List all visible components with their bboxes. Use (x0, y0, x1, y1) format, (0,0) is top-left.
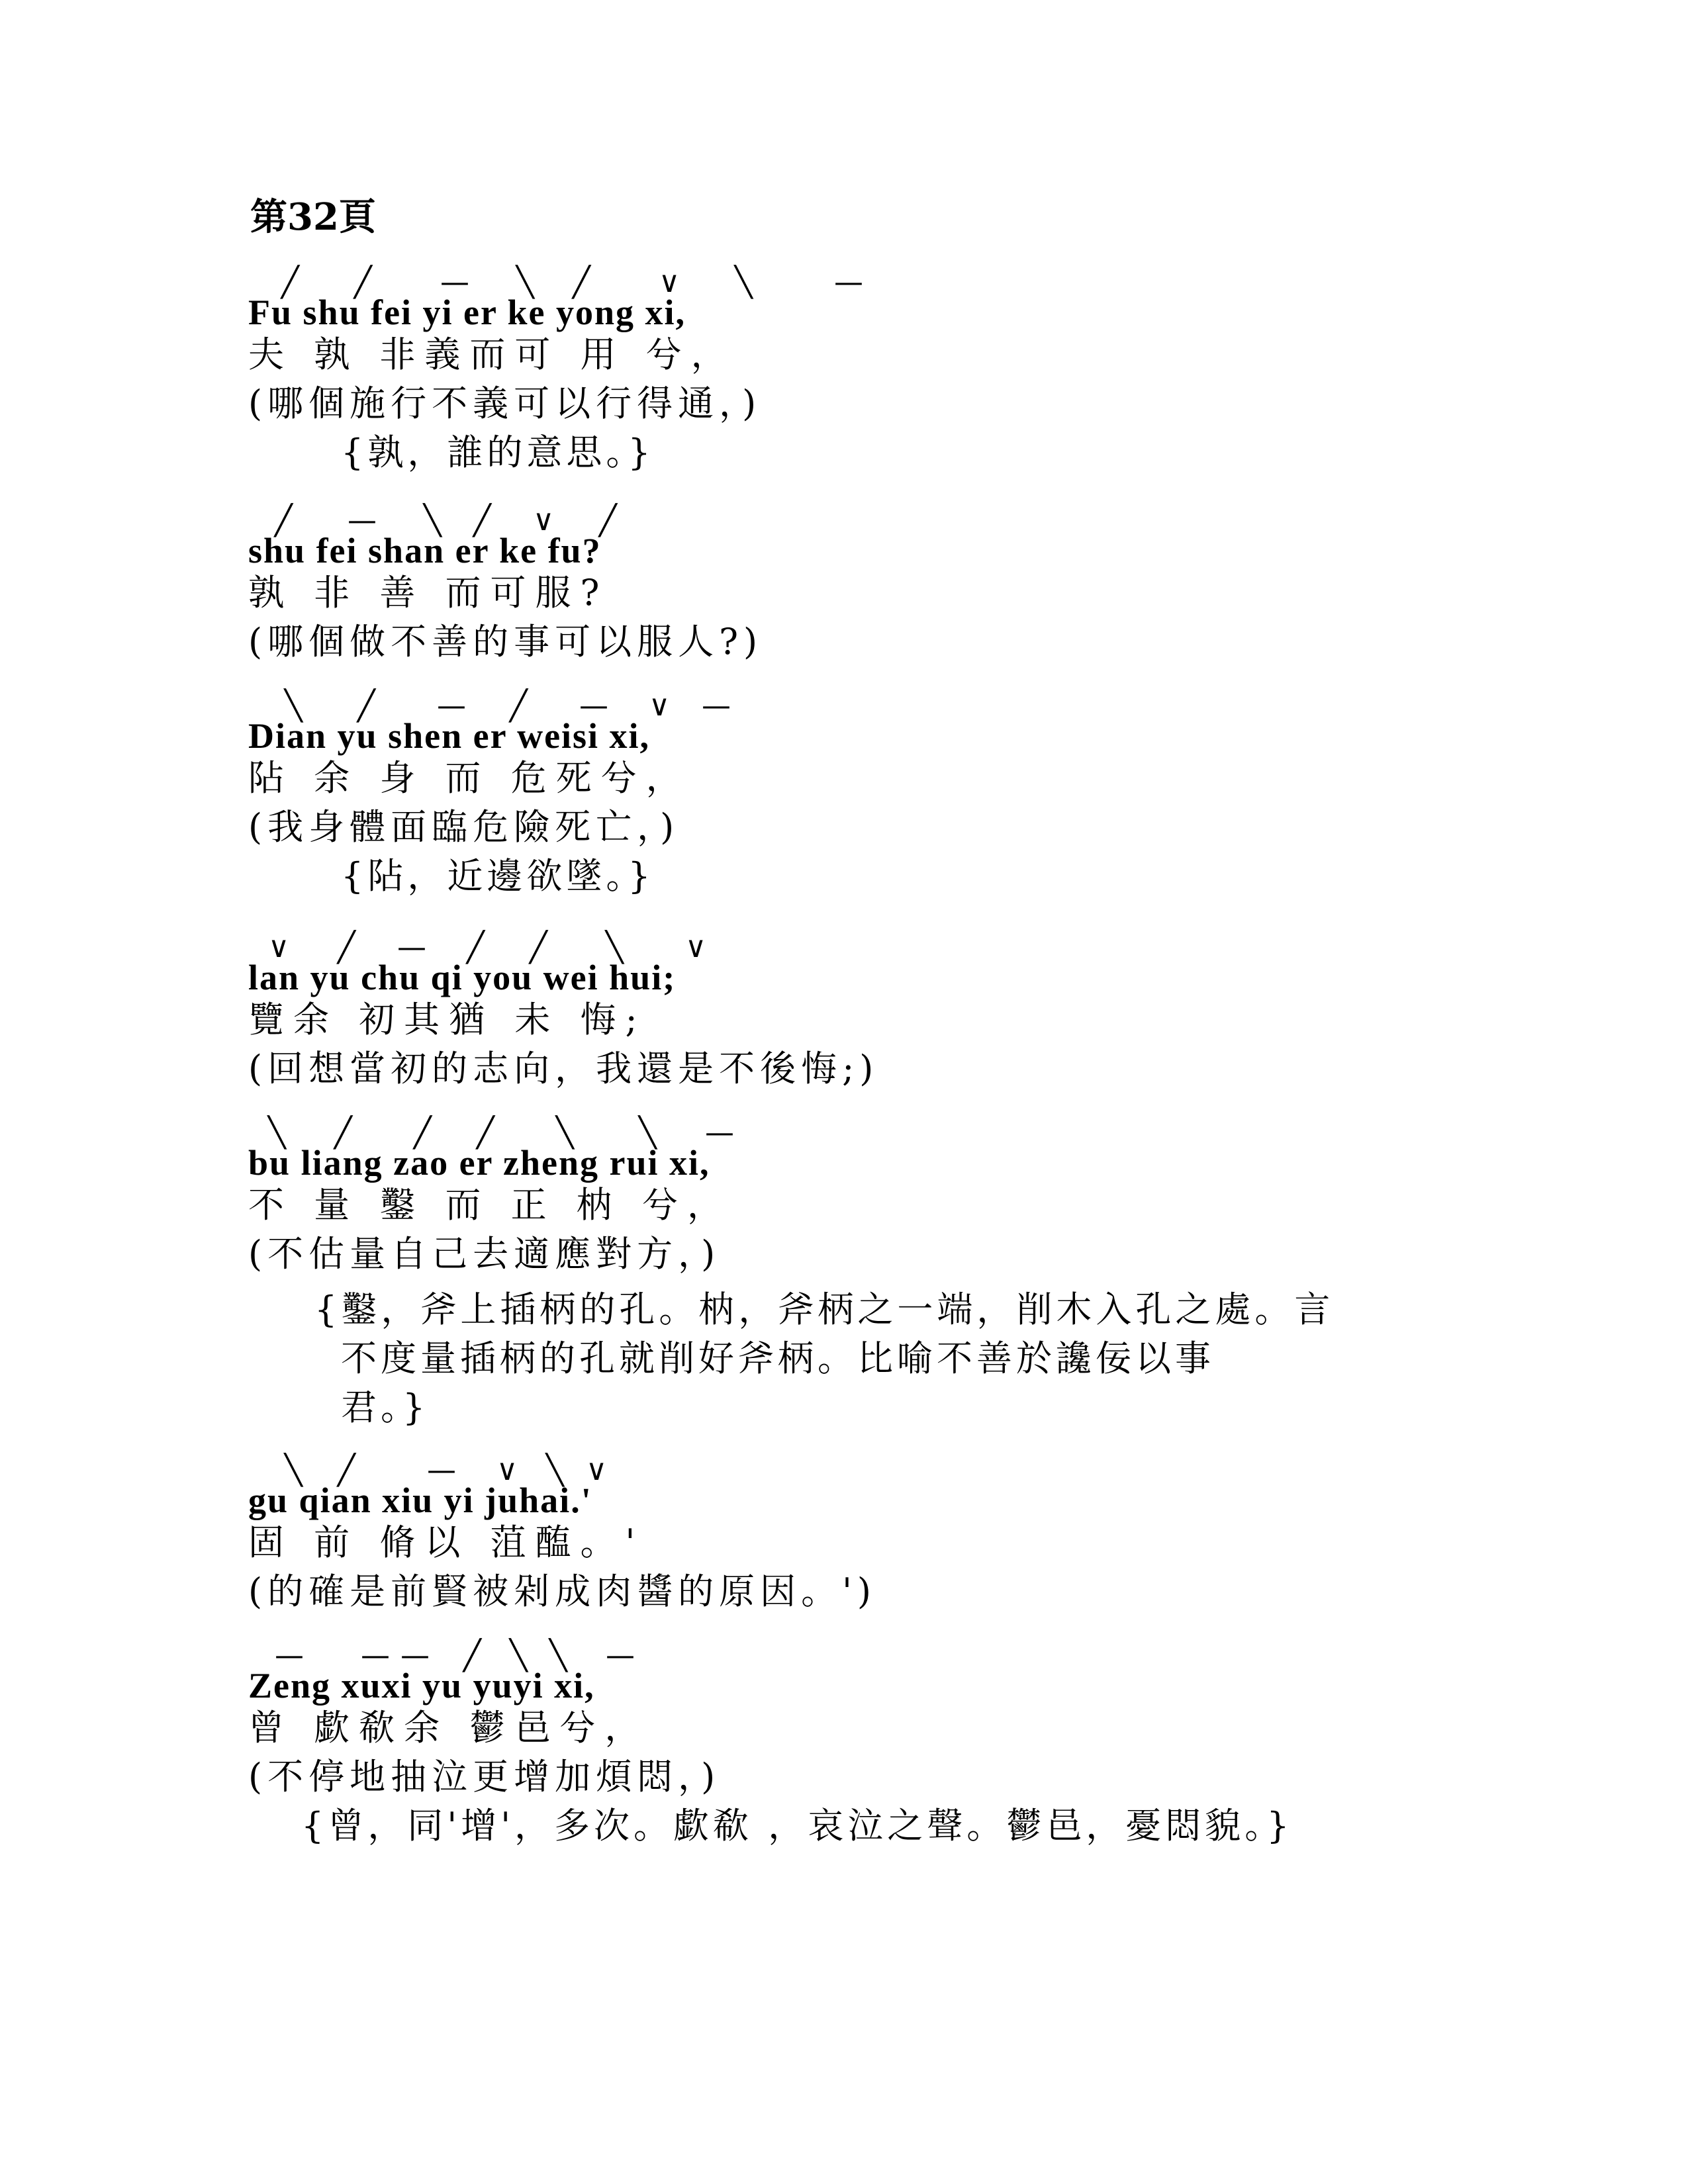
stanza-3 (248, 689, 1539, 907)
pinyin-line: Zeng xuxi yu yuyi xi, (248, 1666, 595, 1706)
annotation-note (248, 1285, 1440, 1432)
annotation-note-line: 不度量插柄的孔就削好斧柄。比喻不善於讒佞以事 (341, 1338, 1215, 1379)
translation-line: (哪個做不善的事可以服人?) (248, 621, 763, 662)
tone-marks: ╱ ╱ — ╲ ╱ ∨ ╲ — (281, 265, 863, 299)
pinyin-line: Dian yu shen er weisi xi, (248, 716, 651, 756)
stanza-7 (248, 1641, 1539, 1857)
translation-line: (不停地抽泣更增加煩悶，) (248, 1756, 721, 1797)
tone-marks: — — — ╱ ╲ ╲ — (275, 1639, 635, 1672)
chinese-verse: 阽 余 身 而 危死兮， (248, 757, 691, 799)
pinyin-line: gu qian xiu yi juhai.' (248, 1480, 592, 1520)
pinyin-line: Fu shu fei yi er ke yong xi, (248, 293, 686, 332)
pinyin-line: bu liang zao er zheng rui xi, (248, 1143, 710, 1183)
chinese-verse: 不 量 鑿 而 正 枘 兮， (248, 1184, 732, 1226)
translation-line: (的確是前賢被剁成肉醬的原因。') (248, 1570, 876, 1612)
annotation-note: {曾，同'增'，多次。歔欷 ，哀泣之聲。鬱邑，憂悶貌。} (301, 1805, 1293, 1846)
tone-marks: ╱ — ╲ ╱ ∨ ╱ (275, 504, 617, 537)
chinese-verse: 固 前 脩以 菹醢。' (248, 1522, 645, 1563)
chinese-verse: 孰 非 善 而可服? (248, 572, 609, 614)
translation-line: (我身體面臨危險死亡，) (248, 806, 680, 848)
tone-marks: ╲ ╱ — ╱ — ∨ — (285, 689, 731, 723)
pinyin-line: lan yu chu qi you wei hui; (248, 958, 677, 997)
tone-marks: ╲ ╱ ╱ ╱ ╲ ╲ — (268, 1116, 734, 1150)
tone-marks: ╲ ╱ — ∨ ╲ ∨ (285, 1453, 608, 1487)
stanza-6 (248, 1453, 1539, 1623)
tone-marks: ∨ ╱ — ╱ ╱ ╲ ∨ (268, 931, 707, 964)
chinese-verse: 曾 歔欷余 鬱邑兮， (248, 1707, 650, 1749)
annotation-note-line: {鑿，斧上插柄的孔。枘，斧柄之一端，削木入孔之處。言 (314, 1289, 1335, 1330)
translation-line: (回想當初的志向，我還是不後悔;) (248, 1048, 879, 1089)
annotation-note-line: 君。} (341, 1387, 430, 1428)
page-title: 第32頁 (250, 195, 376, 239)
stanza-4 (248, 933, 1539, 1100)
stanza-2 (248, 506, 1539, 673)
annotation-note: {阽，近邊欲墜。} (341, 855, 655, 897)
annotation-note: {孰，誰的意思。} (341, 432, 655, 473)
stanza-5 (248, 1118, 1539, 1432)
translation-line: (哪個施行不義可以行得通，) (248, 383, 762, 424)
chinese-verse: 夫 孰 非義而可 用 兮， (248, 334, 736, 375)
translation-line: (不估量自己去適應對方，) (248, 1233, 721, 1275)
stanza-1 (248, 265, 1539, 484)
chinese-verse: 覽余 初其猶 未 悔; (248, 999, 647, 1040)
pinyin-line: shu fei shan er ke fu? (248, 531, 602, 570)
